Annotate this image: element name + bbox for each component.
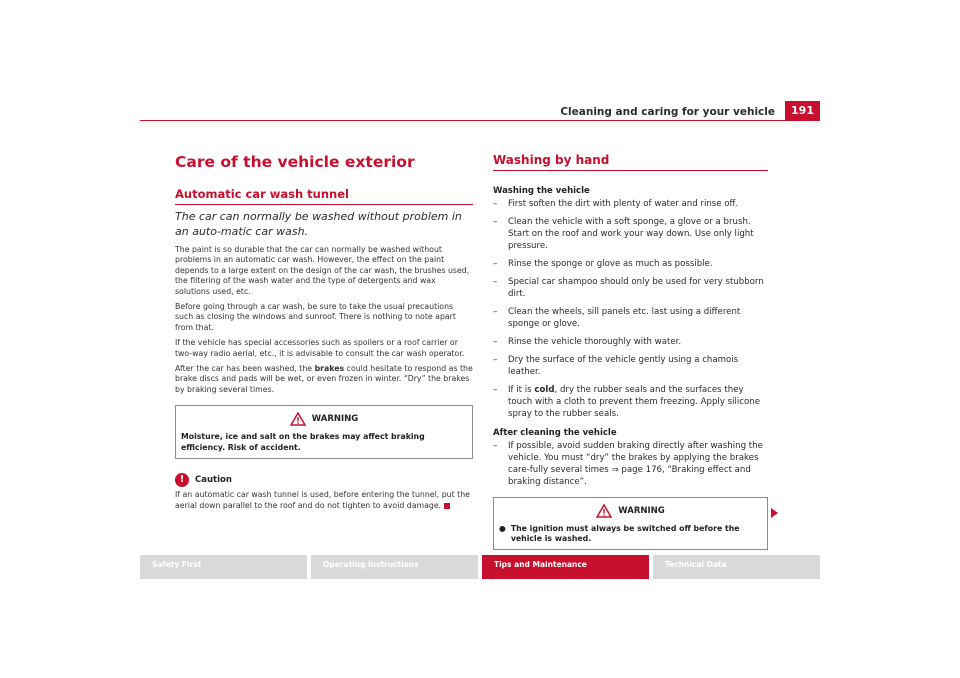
section-heading-washing-by-hand: Washing by hand [493, 152, 768, 171]
warning-title: WARNING [311, 414, 359, 425]
paragraph: Before going through a car wash, be sure to take the usual precautions such as closing the windows and sunroof. There is nothing to note apart from that. [175, 302, 456, 332]
warning-title: WARNING [618, 506, 665, 516]
page-title: Care of the vehicle exterior [175, 153, 415, 171]
after-cleaning-label: After cleaning the vehicle [493, 428, 617, 438]
list-item: – Dry the surface of the vehicle gently using a chamois leather. [493, 354, 768, 378]
running-title: Cleaning and caring for your vehicle [560, 106, 775, 118]
warning-box [175, 405, 473, 459]
list-item-cold [493, 384, 768, 420]
paragraph: If the vehicle has special accessories such as spoilers or a roof carrier or two-way radio aerial, etc., it is advisable to consult the car wash operator. [175, 338, 465, 358]
end-marker-icon [444, 503, 450, 509]
warning-box [493, 497, 768, 550]
warning-triangle-icon [596, 504, 612, 518]
text-span: If it is [508, 385, 535, 395]
washing-steps-list [493, 198, 768, 420]
continue-arrow-icon [771, 508, 778, 518]
lead-text: The car can normally be washed without problem in an auto-matic car wash. [175, 210, 462, 238]
right-column [493, 152, 768, 550]
paragraph-brakes [175, 364, 473, 395]
warning-text: Moisture, ice and salt on the brakes may affect braking efficiency. Risk of accident. [181, 432, 425, 452]
caution-circle-icon: ! [175, 473, 189, 487]
list-item: – Rinse the sponge or glove as much as possible. [493, 258, 768, 270]
footer-tab-tips-and-maintenance[interactable]: Tips and Maintenance [482, 555, 649, 579]
bold-term: cold [534, 385, 555, 395]
bold-term: brakes [314, 364, 345, 374]
text-span: , dry the rubber seals and the surfaces they touch with a cloth to prevent them freezing. Apply silicone spray to the rubber seals. [508, 385, 760, 419]
list-item: – Clean the wheels, sill panels etc. last using a different sponge or glove. [493, 306, 768, 330]
washing-label: Washing the vehicle [493, 186, 590, 196]
page-number: 191 [785, 101, 820, 121]
caution-title: Caution [195, 475, 232, 486]
caution-header [175, 473, 473, 487]
list-item: – Clean the vehicle with a soft sponge, a glove or a brush. Start on the roof and work your way down. Use only light pressure. [493, 216, 768, 252]
paragraph: The paint is so durable that the car can normally be washed without problems in an automatic car wash. However, the effect on the paint depends to a large extent on the design of the car wash, the brushes used, the filtering of the wash water and the type of detergents and wax solutions used, etc. [175, 245, 470, 296]
text-span: could hesitate to respond as the brake discs and pads will be wet, or even frozen in winter. “Dry” the brakes by braking several times. [175, 364, 473, 394]
warning-text: The ignition must always be switched off before the vehicle is washed. [510, 524, 740, 543]
caution-text [175, 490, 473, 511]
footer-tab-technical-data[interactable]: Technical Data [653, 555, 820, 579]
list-item: – If possible, avoid sudden braking directly after washing the vehicle. You must “dry” the brakes by applying the brakes care-fully several times ⇒ page 176, “Braking effect and braking distance”. [493, 440, 768, 488]
footer-tab-safety-first[interactable]: Safety First [140, 555, 307, 579]
left-column [175, 152, 473, 516]
list-item: – Rinse the vehicle thoroughly with water. [493, 336, 768, 348]
bullet-icon: ● [499, 524, 506, 533]
list-item: – First soften the dirt with plenty of water and rinse off. [493, 198, 768, 210]
text-span: After the car has been washed, the [175, 364, 315, 374]
warning-bullet [499, 524, 762, 544]
warning-header [181, 412, 467, 426]
after-cleaning-list [493, 440, 768, 488]
header-rule [140, 120, 820, 121]
warning-header [499, 504, 762, 518]
warning-triangle-icon [290, 412, 306, 426]
section-heading-car-wash: Automatic car wash tunnel [175, 186, 473, 205]
text-span: If an automatic car wash tunnel is used, before entering the tunnel, put the aerial down parallel to the roof and do not tighten to avoid damage. [175, 490, 470, 510]
list-item: – Special car shampoo should only be used for very stubborn dirt. [493, 276, 768, 300]
footer-tab-operating-instructions[interactable]: Operating instructions [311, 555, 478, 579]
